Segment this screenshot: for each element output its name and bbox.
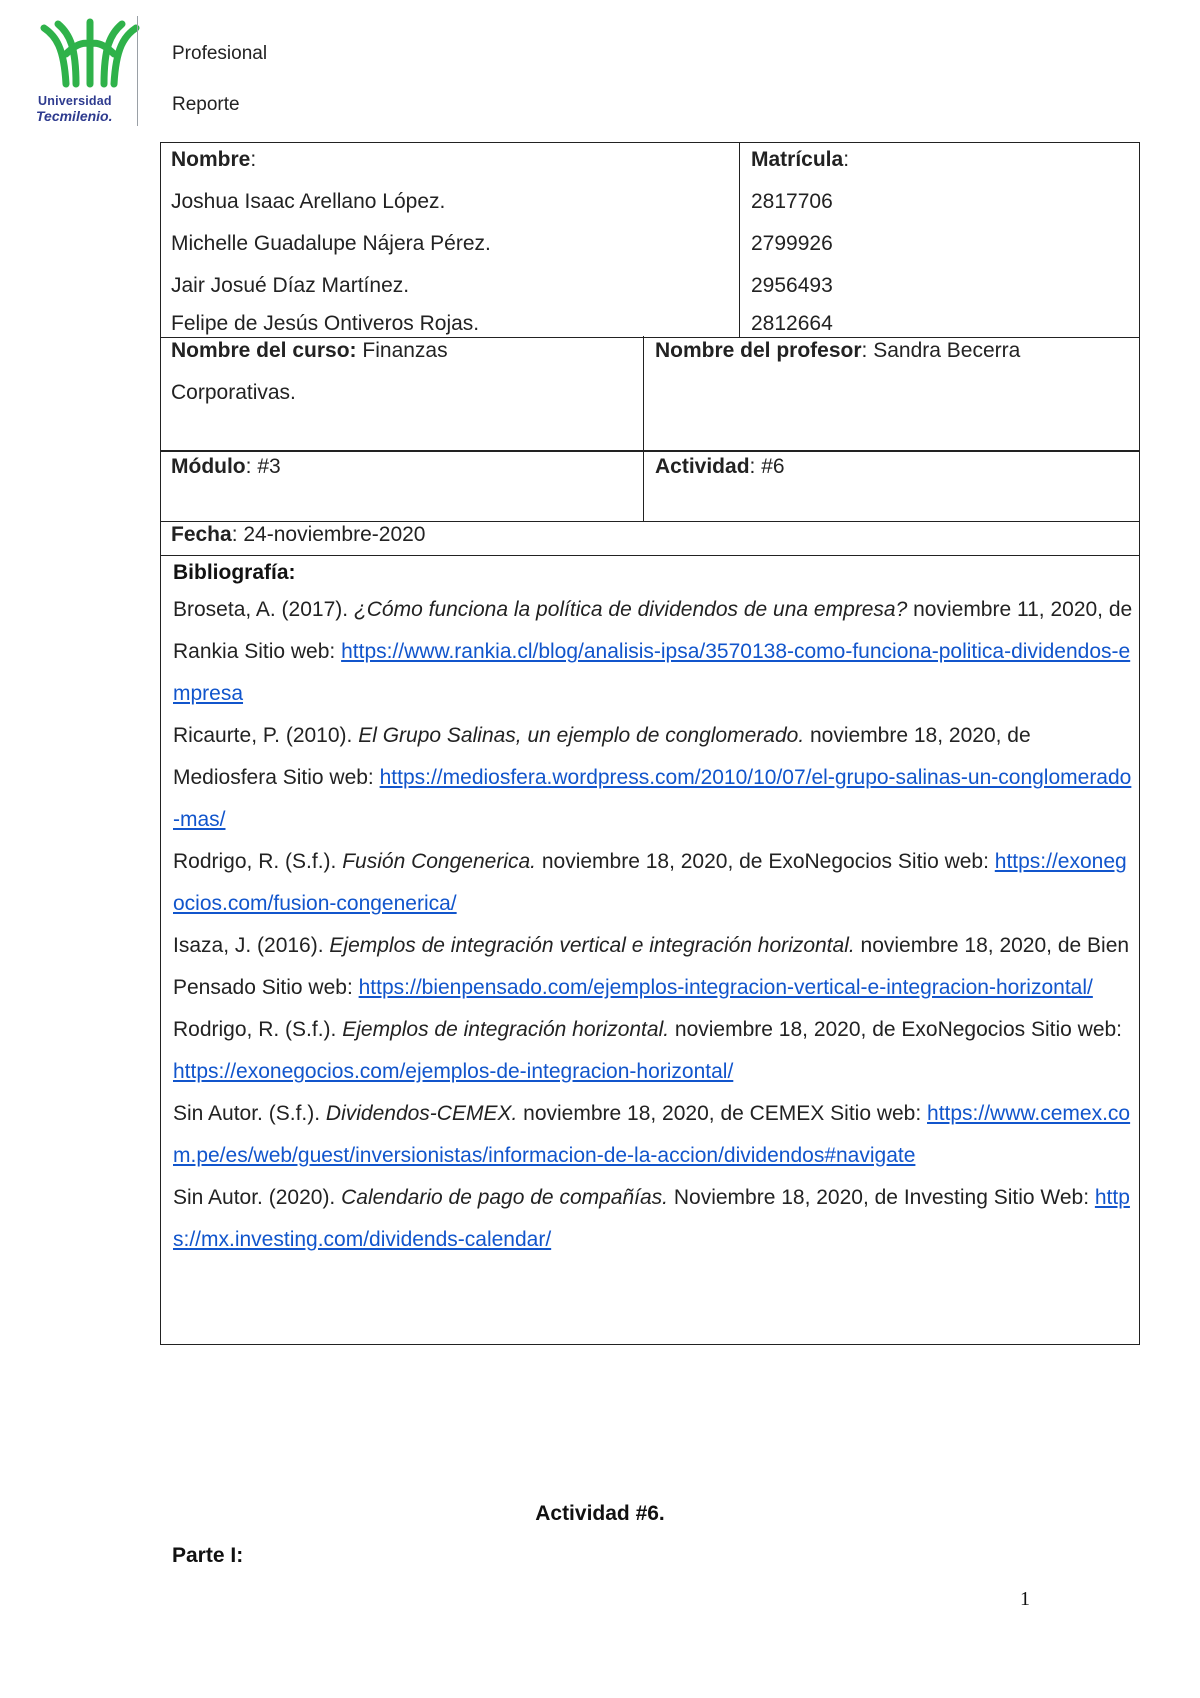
activity-heading: Actividad #6. bbox=[535, 1502, 665, 1525]
reference-link[interactable]: https://www.cemex.com.pe/es/web/guest/inversionistas/informacion-de-la-accion/dividendos#navigate bbox=[173, 1102, 1131, 1167]
student-name: Joshua Isaac Arellano López. bbox=[171, 190, 446, 213]
reference-link[interactable]: https://exonegocios.com/fusion-congenerica/ bbox=[173, 850, 1127, 915]
reference-source: noviembre 18, 2020, de CEMEX Sitio web: bbox=[517, 1102, 928, 1125]
student-name: Jair Josué Díaz Martínez. bbox=[171, 274, 410, 297]
student-name: Michelle Guadalupe Nájera Pérez. bbox=[171, 232, 491, 255]
reference-link[interactable]: https://bienpensado.com/ejemplos-integracion-vertical-e-integracion-horizontal/ bbox=[358, 976, 1093, 999]
date-line: Fecha: 24-noviembre-2020 bbox=[171, 523, 426, 546]
bibliography-entry bbox=[173, 715, 1133, 841]
student-name: Felipe de Jesús Ontiveros Rojas. bbox=[171, 312, 480, 335]
reference-link[interactable]: https://www.rankia.cl/blog/analisis-ipsa/3570138-como-funciona-politica-dividendos-empresa bbox=[173, 640, 1131, 705]
module-row bbox=[160, 451, 1140, 522]
bibliography-list bbox=[173, 589, 1133, 1261]
reference-title: Ejemplos de integración horizontal. bbox=[342, 1018, 670, 1041]
course-line-1: Nombre del curso: Finanzas bbox=[171, 339, 448, 362]
part-heading: Parte I: bbox=[172, 1544, 244, 1567]
reference-source: noviembre 18, 2020, de Mediosfera Sitio web: bbox=[173, 724, 1031, 789]
reference-author: Rodrigo, R. (S.f.). bbox=[173, 1018, 343, 1041]
students-row bbox=[160, 142, 1140, 338]
page-number: 1 bbox=[1020, 1588, 1030, 1610]
reference-source: noviembre 11, 2020, de Rankia Sitio web: bbox=[173, 598, 1133, 663]
reference-author: Isaza, J. (2016). bbox=[173, 934, 330, 957]
bibliography-title: Bibliografía: bbox=[173, 561, 296, 584]
reference-author: Broseta, A. (2017). bbox=[173, 598, 354, 621]
course-line-2: Corporativas. bbox=[171, 381, 296, 404]
reference-title: Fusión Congenerica. bbox=[342, 850, 536, 873]
student-id: 2817706 bbox=[751, 190, 833, 213]
reference-link[interactable]: https://mediosfera.wordpress.com/2010/10/07/el-grupo-salinas-un-conglomerado-mas/ bbox=[173, 766, 1132, 831]
activity-cell bbox=[655, 452, 1135, 521]
ids-label: Matrícula: bbox=[751, 148, 850, 171]
reference-author: Sin Autor. (S.f.). bbox=[173, 1102, 326, 1125]
date-row bbox=[160, 521, 1140, 556]
reference-author: Rodrigo, R. (S.f.). bbox=[173, 850, 343, 873]
reference-source: Noviembre 18, 2020, de Investing Sitio Web: bbox=[668, 1186, 1095, 1209]
bibliography-entry bbox=[173, 1009, 1133, 1093]
reference-title: Dividendos-CEMEX. bbox=[325, 1102, 518, 1125]
bibliography-entry bbox=[173, 1177, 1133, 1261]
professor-cell bbox=[655, 336, 1135, 450]
reference-author: Sin Autor. (2020). bbox=[173, 1186, 342, 1209]
logo-text-universidad: Universidad bbox=[38, 94, 112, 108]
activity-line: Actividad: #6 bbox=[655, 455, 785, 478]
bibliography-entry bbox=[173, 925, 1133, 1009]
student-id: 2812664 bbox=[751, 312, 833, 335]
professor-line: Nombre del profesor: Sandra Becerra bbox=[655, 339, 1021, 362]
names-label: Nombre: bbox=[171, 148, 257, 171]
reference-link[interactable]: https://exonegocios.com/ejemplos-de-integracion-horizontal/ bbox=[173, 1060, 734, 1083]
reference-source: noviembre 18, 2020, de ExoNegocios Sitio web: bbox=[669, 1018, 1123, 1041]
bibliography-entry bbox=[173, 841, 1133, 925]
module-line: Módulo: #3 bbox=[171, 455, 281, 478]
student-id: 2799926 bbox=[751, 232, 833, 255]
ids-cell bbox=[751, 143, 1131, 337]
course-cell bbox=[171, 336, 641, 450]
reference-title: El Grupo Salinas, un ejemplo de conglomerado. bbox=[358, 724, 805, 747]
module-cell bbox=[171, 452, 641, 521]
reference-source: noviembre 18, 2020, de Bien Pensado Sitio web: bbox=[173, 934, 1130, 999]
header-reporte: Reporte bbox=[172, 94, 240, 115]
column-divider bbox=[739, 143, 740, 337]
reference-source: noviembre 18, 2020, de ExoNegocios Sitio web: bbox=[536, 850, 995, 873]
bibliography-section bbox=[160, 555, 1140, 1345]
logo-divider bbox=[137, 16, 138, 126]
student-id: 2956493 bbox=[751, 274, 833, 297]
reference-link[interactable]: https://mx.investing.com/dividends-calendar/ bbox=[173, 1186, 1130, 1251]
header-profesional: Profesional bbox=[172, 43, 268, 64]
reference-author: Ricaurte, P. (2010). bbox=[173, 724, 359, 747]
names-cell bbox=[171, 143, 731, 337]
column-divider bbox=[643, 336, 644, 450]
bibliography-entry bbox=[173, 589, 1133, 715]
bibliography-entry bbox=[173, 1093, 1133, 1177]
column-divider bbox=[643, 452, 644, 521]
logo-text-tecmilenio: Tecmilenio. bbox=[36, 108, 113, 124]
reference-title: ¿Cómo funciona la política de dividendos de una empresa? bbox=[353, 598, 908, 621]
reference-title: Ejemplos de integración vertical e integración horizontal. bbox=[329, 934, 855, 957]
course-row bbox=[160, 336, 1140, 451]
reference-title: Calendario de pago de compañías. bbox=[341, 1186, 669, 1209]
